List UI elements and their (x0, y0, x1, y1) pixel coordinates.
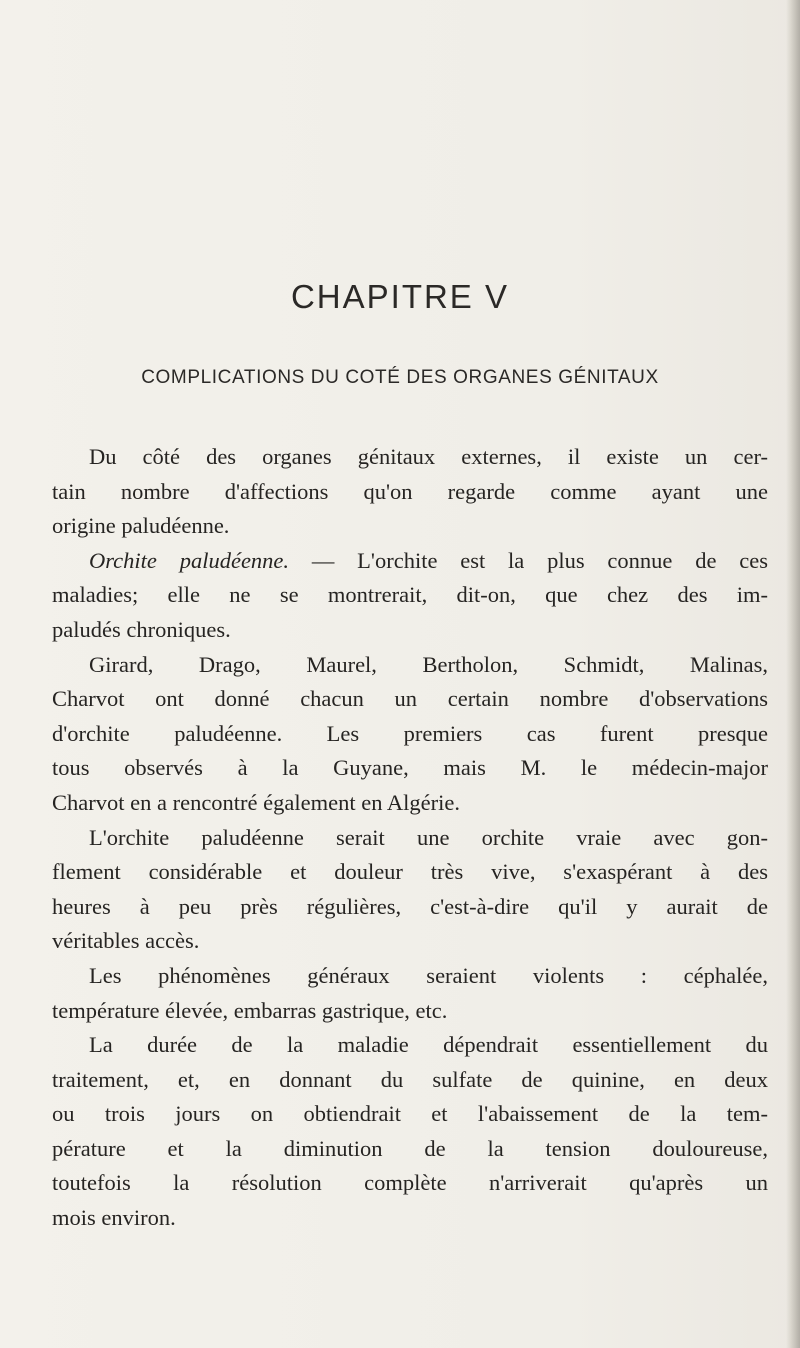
text-line: tain nombre d'affections qu'on regarde comme ayant une (52, 478, 768, 504)
text-line: ou trois jours on obtiendrait et l'abaissement de la tem- (52, 1101, 768, 1127)
text-line (52, 544, 768, 579)
text-line: véritables accès. (52, 928, 200, 954)
text-line: maladies; elle ne se montrerait, dit-on, que chez des im- (52, 582, 768, 608)
text-line: origine paludéenne. (52, 513, 230, 539)
chapter-subtitle: COMPLICATIONS DU COTÉ DES ORGANES GÉNITAUX (141, 367, 659, 388)
text-line: Girard, Drago, Maurel, Bertholon, Schmidt, Malinas, (89, 651, 768, 677)
text-line: Les phénomènes généraux seraient violents : céphalée, (89, 962, 768, 988)
chapter-body (52, 440, 768, 1236)
text-line: traitement, et, en donnant du sulfate de quinine, en deux (52, 1066, 768, 1092)
text-line: Charvot en a rencontré également en Algérie. (52, 789, 460, 815)
text-line: Du côté des organes génitaux externes, il existe un cer- (89, 444, 768, 469)
chapter-title: CHAPITRE V (290, 278, 510, 315)
text-line: mois environ. (52, 1205, 176, 1231)
text-line: paludés chroniques. (52, 616, 231, 642)
text-run: — L'orchite est la plus connue de ces (289, 547, 768, 573)
text-line: pérature et la diminution de la tension douloureuse, (52, 1135, 768, 1161)
text-line: d'orchite paludéenne. Les premiers cas furent presque (52, 720, 768, 746)
text-line: température élevée, embarras gastrique, etc. (52, 997, 448, 1023)
text-line: toutefois la résolution complète n'arriverait qu'après un (52, 1170, 768, 1196)
text-line: L'orchite paludéenne serait une orchite vraie avec gon- (89, 824, 768, 850)
page-edge-shadow (786, 0, 800, 1348)
text-line: flement considérable et douleur très vive, s'exaspérant à des (52, 859, 768, 885)
text-line: tous observés à la Guyane, mais M. le médecin-major (52, 755, 768, 781)
section-heading-italic: Orchite paludéenne. (89, 547, 290, 573)
text-line: Charvot ont donné chacun un certain nombre d'observations (52, 686, 768, 712)
text-line: La durée de la maladie dépendrait essentiellement du (89, 1032, 768, 1058)
text-line: heures à peu près régulières, c'est-à-dire qu'il y aurait de (52, 893, 768, 919)
